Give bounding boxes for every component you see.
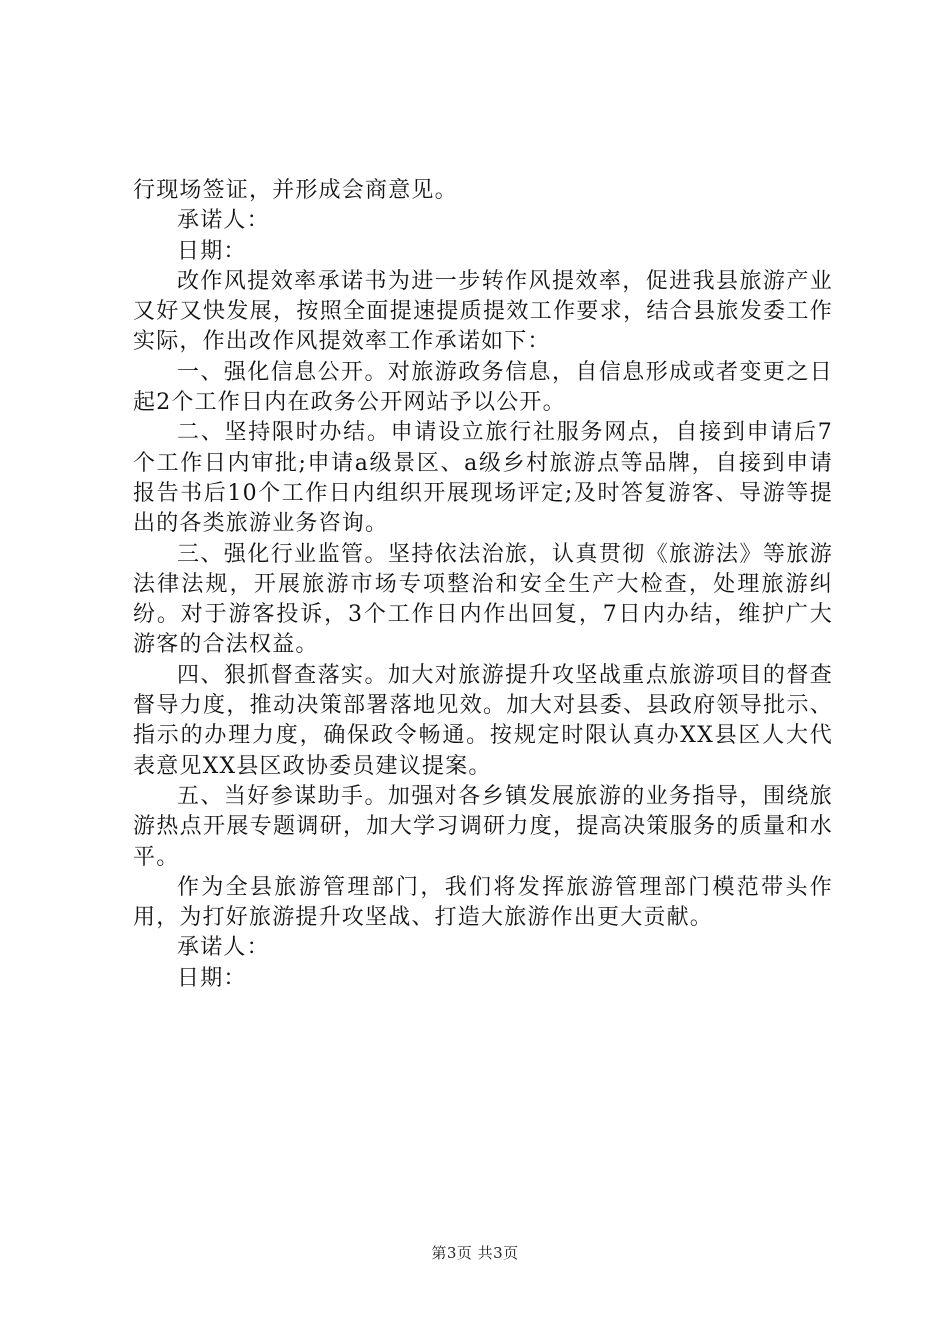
paragraph-item-1: 一、强化信息公开。对旅游政务信息，自信息形成或者变更之日起2个工作日内在政务公开网站予以公开。 xyxy=(133,359,833,416)
paragraph-item-5: 五、当好参谋助手。加强对各乡镇发展旅游的业务指导，围绕旅游热点开展专题调研，加大学习调研力度，提高决策服务的质量和水平。 xyxy=(133,783,833,870)
paragraph-intro: 改作风提效率承诺书为进一步转作风提效率，促进我县旅游产业又好又快发展，按照全面提速提质提效工作要求，结合县旅发委工作实际，作出改作风提效率工作承诺如下： xyxy=(133,268,833,355)
paragraph-continuation: 行现场签证，并形成会商意见。 xyxy=(133,178,458,203)
page-footer: 第3页 共3页 xyxy=(431,1244,519,1262)
signatory-label: 承诺人： xyxy=(177,935,270,961)
paragraph-closing: 作为全县旅游管理部门，我们将发挥旅游管理部门模范带头作用，为打好旅游提升攻坚战、打造大旅游作出更大贡献。 xyxy=(133,874,833,931)
paragraph-item-3: 三、强化行业监管。坚持依法治旅，认真贯彻《旅游法》等旅游法律法规，开展旅游市场专项整治和安全生产大检查，处理旅游纠纷。对于游客投诉，3个工作日内作出回复，7日内办结，维护广大游客的合法权益。 xyxy=(133,541,833,658)
date-label: 日期： xyxy=(177,965,247,991)
paragraph-item-2: 二、坚持限时办结。申请设立旅行社服务网点，自接到申请后7个工作日内审批;申请a级景区、a级乡村旅游点等品牌，自接到申请报告书后10个工作日内组织开展现场评定;及时答复游客、导游等提出的各类旅游业务咨询。 xyxy=(133,420,833,537)
document-body xyxy=(133,176,833,994)
paragraph-item-4: 四、狠抓督查落实。加大对旅游提升攻坚战重点旅游项目的督查督导力度，推动决策部署落地见效。加大对县委、县政府领导批示、指示的办理力度，确保政令畅通。按规定时限认真办XX县区人大代表意见XX县区政协委员建议提案。 xyxy=(133,662,833,779)
date-label: 日期： xyxy=(177,238,247,264)
signatory-label: 承诺人： xyxy=(177,208,270,234)
